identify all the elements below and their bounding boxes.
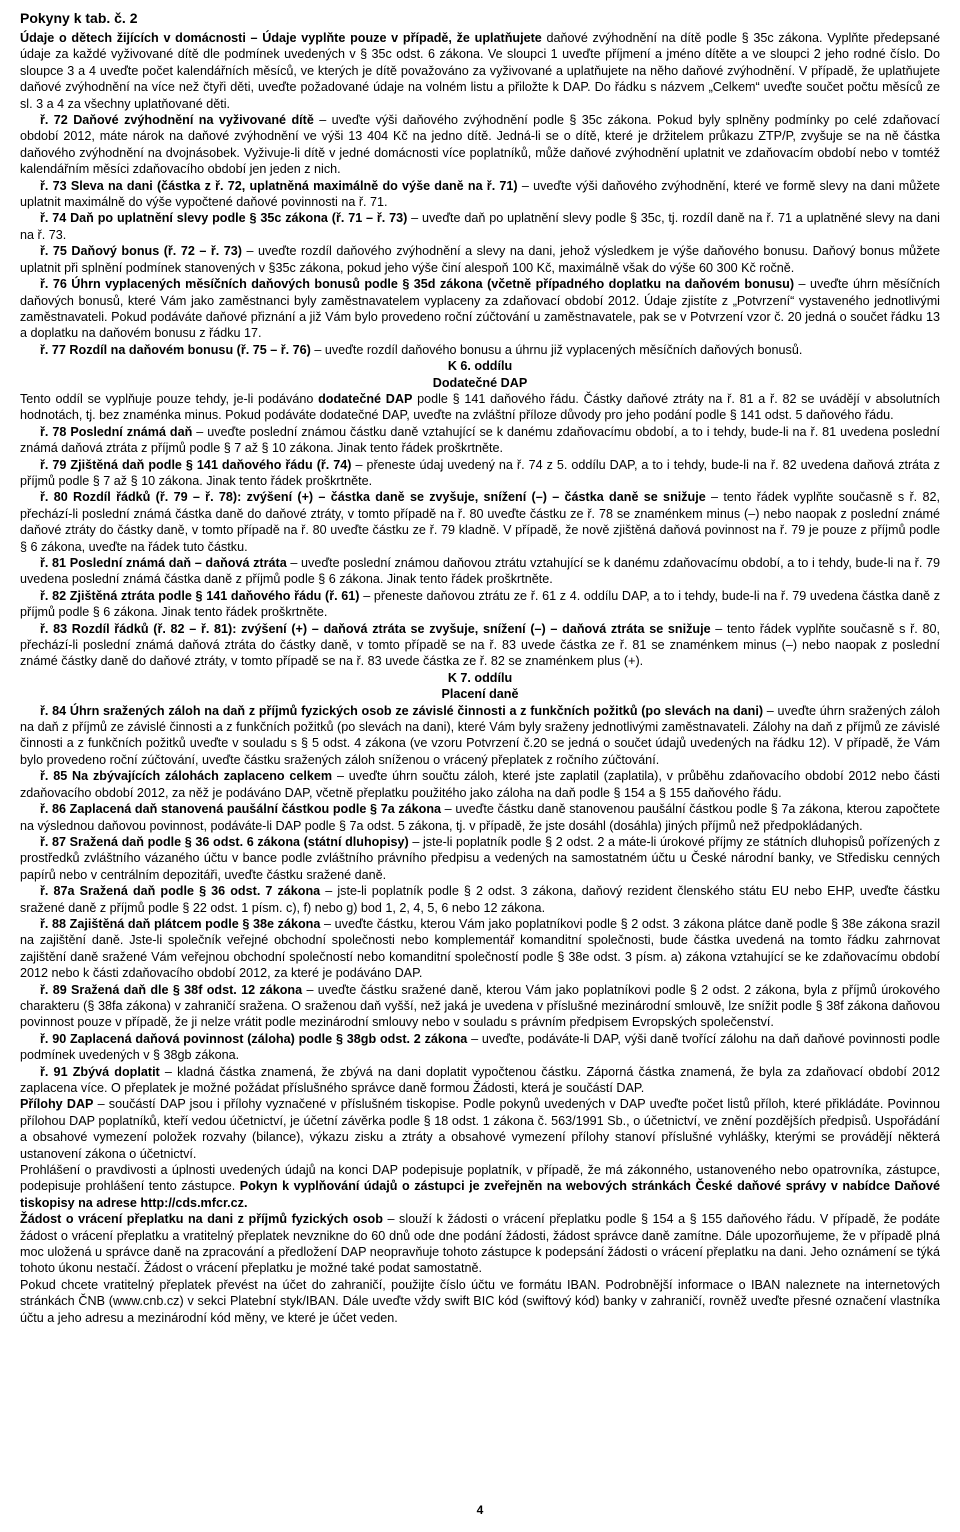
zadost-paragraph	[20, 1211, 940, 1277]
bold-run: ř. 75 Daňový bonus (ř. 72 – ř. 73)	[40, 244, 242, 259]
text-run: podle § 141 daňového řádu. Částky daňové ztráty na ř. 81 a ř. 82 se uvádějí v absolutních hodnotách, tj. bez znaménka minus. Pokud podáváte dodatečné DAP, uveďte na zvláštní příloze důvody pro jeho podání podle § 141 odst. 5 daňového řádu.	[20, 391, 940, 423]
row-89-paragraph	[20, 982, 940, 1031]
row-79-paragraph	[20, 457, 940, 490]
text-run: Prohlášení o pravdivosti a úplnosti uvedených údajů na konci DAP podepisuje poplatník, v případě, že má zákonného, ustanoveného nebo opatrovníka, zástupce, podepisuje prohlášení tento zástupce.	[20, 1163, 940, 1194]
text-run: Pokud chcete vratitelný přeplatek převést na účet do zahraničí, použijte číslo účtu ve formátu IBAN. Podrobnější informace o IBAN naleznete na internetových stránkách ČNB (www.cnb.cz) v sekci Platební styk/IBAN. Dále uveďte vždy swift BIC kód (swiftový kód) banky v zahraničí, rovněž uveďte přesné označení vlastníka účtu a jeho adresu a mezinárodní kód měny, ve které je účet veden.	[20, 1277, 940, 1325]
bold-run: Pokyn k vyplňování údajů o zástupci je zveřejněn na webových stránkách České daňové správy v nabídce Daňové tiskopisy na adrese http://cds.mfcr.cz.	[20, 1179, 940, 1210]
text-run: Tento oddíl se vyplňuje pouze tehdy, je-li podáváno	[20, 391, 319, 406]
text-run: – přeneste údaj uvedený na ř. 74 z 5. oddílu DAP, a to i tehdy, bude-li na ř. 82 uvedena daňová ztráta z příjmů podle § 7 až § 10 zákona. Jinak tento řádek proškrtněte.	[20, 457, 940, 488]
bold-run: Údaje o dětech žijících v domácnosti – Údaje vyplňte pouze v případě, že uplatňujete	[20, 31, 542, 45]
row-83-paragraph	[20, 621, 940, 670]
row-78-paragraph	[20, 424, 940, 457]
iban-paragraph	[20, 1277, 940, 1326]
bold-run: ř. 72 Daňové zvýhodnění na vyživované dítě	[40, 113, 314, 128]
text-run: – uveďte úhrn součtu záloh, které jste zaplatil (zaplatila), v průběhu zdaňovacího období 2012 nebo části zdaňovacího období 2012, za něž je podáváno DAP, včetně přeplatku použitého jako záloha na daň podle § 154 a § 155 daňového řádu.	[20, 769, 940, 800]
prohlaseni-paragraph	[20, 1162, 940, 1211]
bold-run: ř. 83 Rozdíl řádků (ř. 82 – ř. 81): zvýšení (+) – daňová ztráta se zvyšuje, snížení (–) – daňová ztráta se snižuje	[40, 621, 711, 636]
row-72-paragraph	[20, 112, 940, 178]
row-75-paragraph	[20, 243, 940, 276]
bold-run: dodatečné DAP	[318, 391, 413, 406]
row-80-paragraph	[20, 489, 940, 555]
row-85-paragraph	[20, 768, 940, 801]
bold-run: ř. 87 Sražená daň podle § 36 odst. 6 zákona (státní dluhopisy)	[40, 834, 409, 849]
page-header: Pokyny k tab. č. 2	[20, 10, 138, 26]
text-run: – tento řádek vyplňte současně s ř. 82, přechází-li poslední známá částka daně do daňové ztráty, v tomto případě na ř. 80 uveďte částku ze ř. 78 se znaménkem minus (–) nebo naopak z poslední známé daňové ztráty do částky daně, v tomto případě na ř. 80 uveďte částku ze ř. 79 kladně. V případě, že nově zjištěná daňová povinnost na ř. 79 je pouze z příjmů podle § 6 zákona, uveďte na řádek tuto částku.	[20, 490, 940, 554]
text-run: – uveďte poslední známou daňovou ztrátu vztahující se k danému zdaňovacímu období, a to i tehdy, bude-li na ř. 79 uvedena poslední známá částka daně z příjmů podle § 6 zákona. Jinak tento řádek proškrtněte.	[20, 556, 940, 587]
row-74-paragraph	[20, 210, 940, 243]
text-run: – jste-li poplatník podle § 2 odst. 2 a máte-li úrokové příjmy ze státních dluhopisů pořízených z prostředků zvláštního vázaného účtu v bance podle zvláštního právního předpisu a vedených na samostatném účtu u České národní banky, ve Středisku cenných papírů nebo v centrálním depozitáři, uveďte částku sražené daně.	[20, 834, 940, 882]
bold-run: ř. 88 Zajištěná daň plátcem podle § 38e zákona	[40, 916, 321, 931]
section-6-subtitle: Dodatečné DAP	[432, 375, 528, 390]
text-run: – uveďte výši daňového zvýhodnění, které ve formě slevy na dani můžete uplatnit maximálně do výše vypočtené daňové povinnosti na ř. 71.	[20, 178, 940, 210]
bold-run: Přílohy DAP	[20, 1097, 94, 1112]
text-run: – přeneste daňovou ztrátu ze ř. 61 z 4. oddílu DAP, a to i tehdy, bude-li na ř. 79 uvedena částka daně z příjmů podle § 6 zákona. Jinak tento řádek proškrtněte.	[20, 588, 940, 620]
text-run: – kladná částka znamená, že zbývá na dani doplatit vypočtenou částku. Záporná částka znamená, že byla za zdaňovací období 2012 zaplacena více. O přeplatek je možné požádat příslušného správce daně formou Žádosti, která je součástí DAP.	[20, 1064, 940, 1095]
bold-run: ř. 79 Zjištěná daň podle § 141 daňového řádu (ř. 74)	[40, 457, 352, 472]
text-run: – uveďte poslední známou částku daně vztahující se k danému zdaňovacímu období, a to i tehdy, bude-li na ř. 81 uvedena poslední známá daňová ztráta z příjmů podle § 7 až § 10 zákona. Jinak tento řádek proškrtněte.	[20, 424, 940, 456]
row-77-paragraph	[20, 342, 940, 358]
row-91-paragraph	[20, 1064, 940, 1097]
text-run: daňové zvýhodnění na dítě podle § 35c zákona. Vyplňte předepsané údaje za každé vyživované dítě dle podmínek uvedených v § 35c odst. 6 zákona. Ve sloupci 1 uveďte příjmení a jméno dítěte a ve sloupci 2 jeho rodné číslo. Do sloupce 3 a 4 uveďte počet kalendářních měsíců, ve kterých je dítě považováno za vyživované a uplatňujete na něho daňové zvýhodnění. V případě, že uplatňujete daňové zvýhodnění na více než čtyři děti, uveďte požadované údaje na volném listu a přiložte k DAP. Do řádku s názvem „Celkem“ uveďte součet počtu měsíců ze sl. 3 a 4 za všechny uplatňované děti.	[20, 31, 940, 111]
row-81-paragraph	[20, 555, 940, 588]
bold-run: ř. 81 Poslední známá daň – daňová ztráta	[40, 556, 287, 570]
bold-run: ř. 85 Na zbývajících zálohách zaplaceno celkem	[40, 769, 333, 784]
page-number: 4	[476, 1503, 484, 1517]
dodatecne-dap-paragraph	[20, 391, 940, 424]
row-87-paragraph	[20, 834, 940, 883]
bold-run: ř. 74 Daň po uplatnění slevy podle § 35c zákona (ř. 71 – ř. 73)	[40, 211, 408, 226]
text-run: – uveďte částku, kterou Vám jako poplatníkovi podle § 2 odst. 3 zákona plátce daně podle § 38e zákona srazil na zajištění daně. Jste-li společník veřejné obchodní společnosti nebo komplementář komanditní společnosti, bude částka uvedená na tomto řádku zahrnovat zajištění daně sražené Vám veřejnou obchodní společností nebo komanditní společností podle § 38e odst. 3 písm. a) zákona vztahující se ke zdaňovacímu období 2012 nebo k části zdaňovacího období 2012, za které je podáváno DAP.	[20, 916, 940, 981]
text-run: – uveďte částku sražené daně, kterou Vám jako poplatníkovi podle § 2 odst. 2 zákona, byla z příjmů úrokového charakteru (§ 38fa zákona) v zahraničí sražena. O sraženou daň vyšší, než jaká je uvedena v příslušné mezinárodní smlouvě, lze snížit podle § 38f zákona daňovou povinnost pouze v případě, že ji nelze vrátit podle mezinárodní smlouvy nebo v souladu s právním předpisem Evropských společenství.	[20, 982, 941, 1030]
bold-run: ř. 84 Úhrn sražených záloh na daň z příjmů fyzických osob ze závislé činnosti a z funkčních požitků (po slevách na dani)	[40, 703, 764, 718]
bold-run: ř. 91 Zbývá doplatit	[40, 1064, 160, 1079]
row-86-paragraph	[20, 801, 940, 834]
text-run: – tento řádek vyplňte současně s ř. 80, přechází-li poslední známá daňová ztráta do částky daně, v tomto případě se na ř. 83 uvede částka ze ř. 81 se znaménkem minus (–) nebo naopak z poslední známé částky daně do daňové ztráty, v tomto případě se na ř. 83 uvede částka ze ř. 82 se znaménkem plus (+).	[20, 621, 940, 669]
bold-run: ř. 90 Zaplacená daňová povinnost (záloha) podle § 38gb odst. 2 zákona	[40, 1031, 468, 1046]
bold-run: ř. 80 Rozdíl řádků (ř. 79 – ř. 78): zvýšení (+) – částka daně se zvyšuje, snížení (–) – částka daně se snižuje	[40, 490, 706, 505]
bold-run: Žádost o vrácení přeplatku na dani z příjmů fyzických osob	[20, 1212, 383, 1227]
row-73-paragraph	[20, 178, 940, 211]
text-run: – uveďte částku daně stanovenou paušální částkou podle § 7a zákona, kterou započtete na výslednou daňovou povinnost, podáváte-li DAP podle § 7a odst. 5 zákona, tj. v případě, že jste dosáhl (dosáhla) jiných příjmů než předpokládaných.	[20, 802, 940, 833]
row-76-paragraph	[20, 276, 940, 342]
text-run: – jste-li poplatník podle § 2 odst. 3 zákona, daňový rezident členského státu EU nebo EHP, uveďte částku sražené daně z příjmů podle § 22 odst. 1 písm. c), f) nebo g) bod 1, 2, 4, 5, 6 nebo 12 zákona.	[20, 884, 940, 915]
bold-run: ř. 78 Poslední známá daň	[40, 424, 193, 439]
bold-run: ř. 82 Zjištěná ztráta podle § 141 daňového řádu (ř. 61)	[40, 588, 360, 603]
text-run: – uveďte úhrn sražených záloh na daň z příjmů ze závislé činnosti a z funkčních požitků (po slevách na dani), které Vám byly sraženy jednotlivými zaměstnavateli. Zálohy na daň z příjmů ze závislé činnosti a z funkčních požitků uveďte v souladu s § 5 odst. 4 zákona (ve vzoru Potvrzení č.20 se jedná o součet údajů uvedených na řádku 12). V případě, že Vám bylo provedeno roční zúčtování, uveďte částku sražených záloh sníženou o vrácený přeplatek z ročního zúčtování.	[20, 703, 940, 767]
text-run: – uveďte daň po uplatnění slevy podle § 35c, tj. rozdíl daně na ř. 71 a uplatněné slevy na dani na ř. 73.	[20, 211, 940, 242]
row-90-paragraph	[20, 1031, 940, 1064]
section-7-title: K 7. oddílu	[447, 670, 513, 685]
bold-run: ř. 87a Sražená daň podle § 36 odst. 7 zákona	[40, 884, 321, 899]
bold-run: ř. 76 Úhrn vyplacených měsíčních daňových bonusů podle § 35d zákona (včetně případného doplatku na daňovém bonusu)	[40, 277, 795, 292]
text-run: – součástí DAP jsou i přílohy vyznačené v příslušném tiskopise. Podle pokynů uvedených v DAP uveďte počet listů příloh, které přikládáte. Povinnou přílohou DAP poplatníků, kteří vedou účetnictví, je účetní závěrka podle § 18 odst. 1 zákona č. 563/1991 Sb., o účetnictví, ve znění pozdějších předpisů. Uspořádání a obsahové vymezení položek rozvahy (bilance), výkazu zisku a ztráty a obsahové vymezení přílohy stanoví příslušné vyhlášky, kterými se provádějí některá ustanovení zákona o účetnictví.	[20, 1097, 940, 1161]
row-87a-paragraph	[20, 883, 940, 916]
text-run: – uveďte výši daňového zvýhodnění podle § 35c zákona. Pokud byly splněny podmínky po celé zdaňovací období 2012, máte nárok na daňové zvýhodnění ve výši 13 404 Kč na jedno dítě. Jedná-li se o dítě, které je držitelem průkazu ZTP/P, zvyšuje se na ně částka daňového zvýhodnění na dvojnásobek. Vyživuje-li dítě v jedné domácnosti více poplatníků, může daňové zvýhodnění uplatnit ve zdaňovacím období nebo v tomtéž kalendářním měsíci zdaňovacího období jen jeden z nich.	[20, 113, 940, 177]
intro-paragraph	[20, 30, 940, 112]
bold-run: ř. 89 Sražená daň dle § 38f odst. 12 zákona	[40, 982, 303, 997]
bold-run: ř. 77 Rozdíl na daňovém bonusu (ř. 75 – ř. 76)	[40, 342, 311, 357]
row-84-paragraph	[20, 703, 940, 769]
text-run: – uveďte, podáváte-li DAP, výši daně tvořící zálohu na daň daňové povinnosti podle podmínek uvedených v § 38gb zákona.	[20, 1031, 940, 1063]
prilohy-paragraph	[20, 1096, 940, 1162]
text-run: – uveďte úhrn měsíčních daňových bonusů, které Vám jako zaměstnanci byly zaměstnavatelem vyplaceny za zdaňovací období 2012. Údaje zjistíte z „Potvrzení“ vystaveného jednotlivými zaměstnavateli. Pokud podáváte daňové přiznání a již Vám bylo provedeno roční zúčtování u zaměstnavatele, pak se v Potvrzení vzor č. 20 jedná o součet řádku 13 a doplatku na daňovém bonusu z řádku 17.	[20, 277, 940, 341]
text-run: – slouží k žádosti o vrácení přeplatku podle § 154 a § 155 daňového řádu. V případě, že podáte žádost o vrácení přeplatku a vratitelný přeplatek nevznikne do 60 dnů ode dne podání žádosti, žádost správce daně zamítne. Dále upozorňujeme, že v případě plná moc uložená u správce daně na zpracování a předložení DAP neopravňuje tohoto zástupce k podepsání žádosti o vrácení přeplatku na dani. Jeho oznámení se týká tohoto úkonu nestačí. Žádost o vrácení přeplatku je možné také podat samostatně.	[20, 1212, 940, 1276]
text-run: – uveďte rozdíl daňového zvýhodnění a slevy na dani, jehož výsledkem je výše daňového bonusu. Daňový bonus můžete uplatnit při splnění podmínek stanovených v §35c zákona, pokud jeho výše činí alespoň 100 Kč, maximálně však do výše 60 300 Kč ročně.	[20, 244, 940, 275]
text-run: – uveďte rozdíl daňového bonusu a úhrnu již vyplacených měsíčních daňových bonusů.	[310, 342, 803, 357]
instructions-page	[20, 10, 940, 1326]
bold-run: ř. 86 Zaplacená daň stanovená paušální částkou podle § 7a zákona	[40, 802, 442, 817]
section-6-title: K 6. oddílu	[447, 359, 513, 374]
bold-run: ř. 73 Sleva na dani (částka z ř. 72, uplatněná maximálně do výše daně na ř. 71)	[40, 178, 518, 193]
row-82-paragraph	[20, 588, 940, 621]
row-88-paragraph	[20, 916, 940, 982]
section-7-subtitle: Placení daně	[441, 687, 519, 702]
